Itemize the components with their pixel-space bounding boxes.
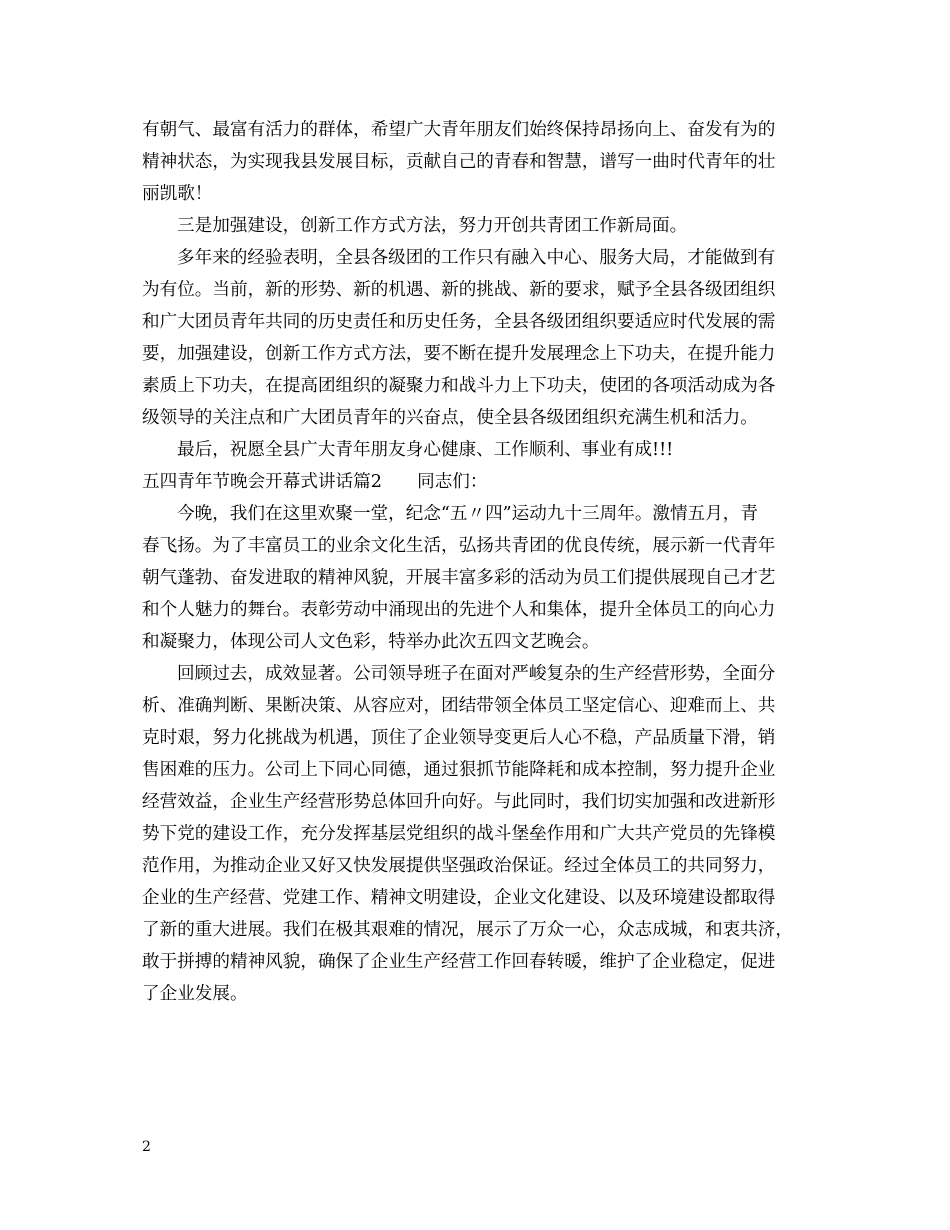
text-line: 今晚，我们在这里欢聚一堂，纪念“五〃四”运动九十三周年。激情五月，青 xyxy=(177,504,758,524)
text-line: 售困难的压力。公司上下同心同德，通过狠抓节能降耗和成本控制，努力提升企业 xyxy=(142,760,776,780)
text-line: 势下党的建设工作，充分发挥基层党组织的战斗堡垒作用和广大共产党员的先锋模 xyxy=(142,824,776,844)
page-number: 2 xyxy=(142,1139,151,1155)
text-line: 多年来的经验表明，全县各级团的工作只有融入中心、服务大局，才能做到有 xyxy=(177,248,776,268)
section-title: 五四青年节晚会开幕式讲话篇2 同志们： xyxy=(142,472,488,492)
text-line: 克时艰，努力化挑战为机遇，顶住了企业领导变更后人心不稳，产品质量下滑，销 xyxy=(142,728,776,748)
text-line: 朝气蓬勃、奋发进取的精神风貌，开展丰富多彩的活动为员工们提供展现自己才艺 xyxy=(142,568,776,588)
text-line: 经营效益，企业生产经营形势总体回升向好。与此同时，我们切实加强和改进新形 xyxy=(142,792,776,812)
text-line: 级领导的关注点和广大团员青年的兴奋点，使全县各级团组织充满生机和活力。 xyxy=(142,408,758,428)
text-line: 有朝气、最富有活力的群体，希望广大青年朋友们始终保持昂扬向上、奋发有为的 xyxy=(142,120,776,140)
text-line: 了新的重大进展。我们在极其艰难的情况，展示了万众一心，众志成城，和衷共济， xyxy=(142,920,793,940)
text-line: 素质上下功夫，在提高团组织的凝聚力和战斗力上下功夫，使团的各项活动成为各 xyxy=(142,376,776,396)
text-line: 丽凯歌！ xyxy=(142,184,213,204)
text-line: 和广大团员青年共同的历史责任和历史任务，全县各级团组织要适应时代发展的需 xyxy=(142,312,776,332)
paragraph-heading: 三是加强建设，创新工作方式方法，努力开创共青团工作新局面。 xyxy=(177,216,688,236)
body-text xyxy=(142,114,820,1010)
text-line: 企业的生产经营、党建工作、精神文明建设，企业文化建设、以及环境建设都取得 xyxy=(142,888,776,908)
text-line: 范作用，为推动企业又好又快发展提供坚强政治保证。经过全体员工的共同努力， xyxy=(142,856,776,876)
text-line: 和个人魅力的舞台。表彰劳动中涌现出的先进个人和集体，提升全体员工的向心力 xyxy=(142,600,776,620)
text-line: 敢于拼搏的精神风貌，确保了企业生产经营工作回春转暖，维护了企业稳定，促进 xyxy=(142,952,776,972)
text-line: 最后，祝愿全县广大青年朋友身心健康、工作顺利、事业有成!!! xyxy=(177,440,674,460)
text-line: 和凝聚力，体现公司人文色彩，特举办此次五四文艺晚会。 xyxy=(142,632,600,652)
text-line: 春飞扬。为了丰富员工的业余文化生活，弘扬共青团的优良传统，展示新一代青年 xyxy=(142,536,776,556)
text-line: 要，加强建设，创新工作方式方法，要不断在提升发展理念上下功夫，在提升能力 xyxy=(142,344,776,364)
text-line: 精神状态，为实现我县发展目标，贡献自己的青春和智慧，谱写一曲时代青年的壮 xyxy=(142,152,776,172)
text-line: 了企业发展。 xyxy=(142,984,248,1004)
text-line: 回顾过去，成效显著。公司领导班子在面对严峻复杂的生产经营形势，全面分 xyxy=(177,664,776,684)
text-line: 析、准确判断、果断决策、从容应对，团结带领全体员工坚定信心、迎难而上、共 xyxy=(142,696,776,716)
text-line: 为有位。当前，新的形势、新的机遇、新的挑战、新的要求，赋予全县各级团组织 xyxy=(142,280,776,300)
